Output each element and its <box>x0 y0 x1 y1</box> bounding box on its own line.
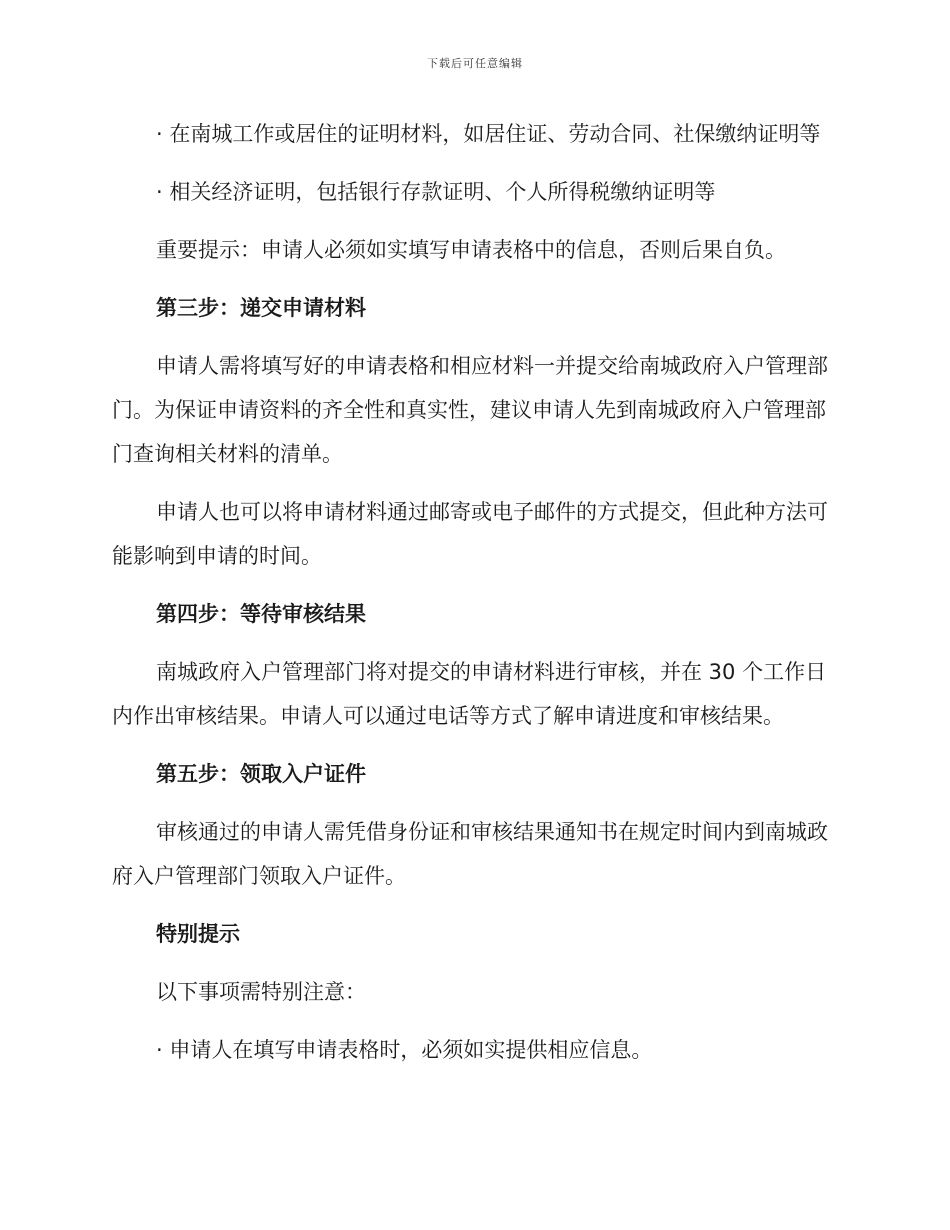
paragraph-submit-by-mail: 申请人也可以将申请材料通过邮寄或电子邮件的方式提交，但此种方法可能影响到申请的时间。 <box>112 500 828 568</box>
section-heading-special-notice: 特别提示 <box>156 922 240 946</box>
bullet-item-truthful-info: · 申请人在填写申请表格时，必须如实提供相应信息。 <box>156 1038 653 1062</box>
important-notice: 重要提示：申请人必须如实填写申请表格中的信息，否则后果自负。 <box>156 238 786 262</box>
paragraph-collect-certificate: 审核通过的申请人需凭借身份证和审核结果通知书在规定时间内到南城政府入户管理部门领取入户证件。 <box>112 820 828 888</box>
section-heading-step-5: 第五步：领取入户证件 <box>156 762 366 786</box>
section-heading-step-3: 第三步：递交申请材料 <box>156 296 366 320</box>
section-heading-step-4: 第四步：等待审核结果 <box>156 602 366 626</box>
paragraph-submit-materials: 申请人需将填写好的申请表格和相应材料一并提交给南城政府入户管理部门。为保证申请资料的齐全性和真实性，建议申请人先到南城政府入户管理部门查询相关材料的清单。 <box>112 354 828 466</box>
bullet-item-economic-proof: · 相关经济证明，包括银行存款证明、个人所得税缴纳证明等 <box>156 180 716 204</box>
bullet-item-proof-residence: · 在南城工作或居住的证明材料，如居住证、劳动合同、社保缴纳证明等 <box>156 122 821 146</box>
document-body <box>112 112 830 1086</box>
header-note: 下载后可任意编辑 <box>427 57 523 70</box>
paragraph-review: 南城政府入户管理部门将对提交的申请材料进行审核，并在 30 个工作日内作出审核结果。申请人可以通过电话等方式了解申请进度和审核结果。 <box>112 660 827 728</box>
paragraph-notice-intro: 以下事项需特别注意： <box>156 980 366 1004</box>
